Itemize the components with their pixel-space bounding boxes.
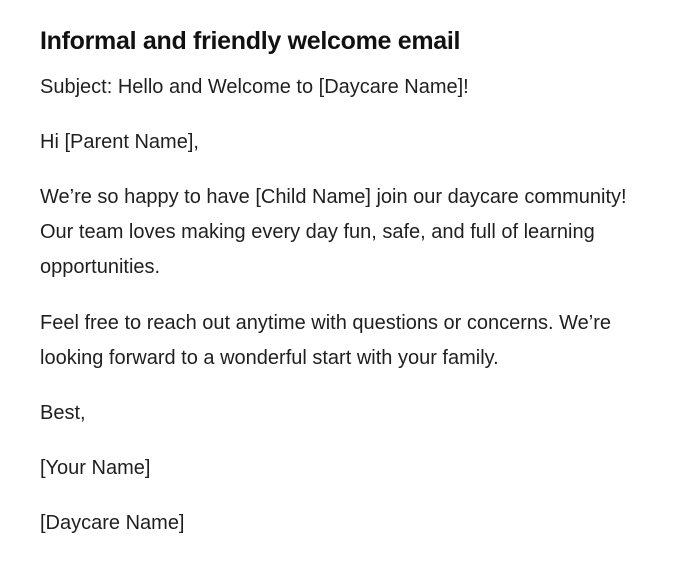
email-template-document (40, 24, 660, 541)
email-signature-name: [Your Name] (40, 457, 151, 479)
email-subject-line: Subject: Hello and Welcome to [Daycare Name]! (40, 76, 469, 98)
email-signoff: Best, (40, 402, 86, 424)
email-body-paragraph-1: We’re so happy to have [Child Name] join our daycare community! Our team loves making every day fun, safe, and full of learning opportunities. (40, 186, 627, 278)
email-signature-organization: [Daycare Name] (40, 512, 185, 534)
document-title: Informal and friendly welcome email (40, 27, 461, 55)
email-body-paragraph-2: Feel free to reach out anytime with questions or concerns. We’re looking forward to a wonderful start with your family. (40, 312, 612, 369)
email-greeting: Hi [Parent Name], (40, 131, 199, 153)
